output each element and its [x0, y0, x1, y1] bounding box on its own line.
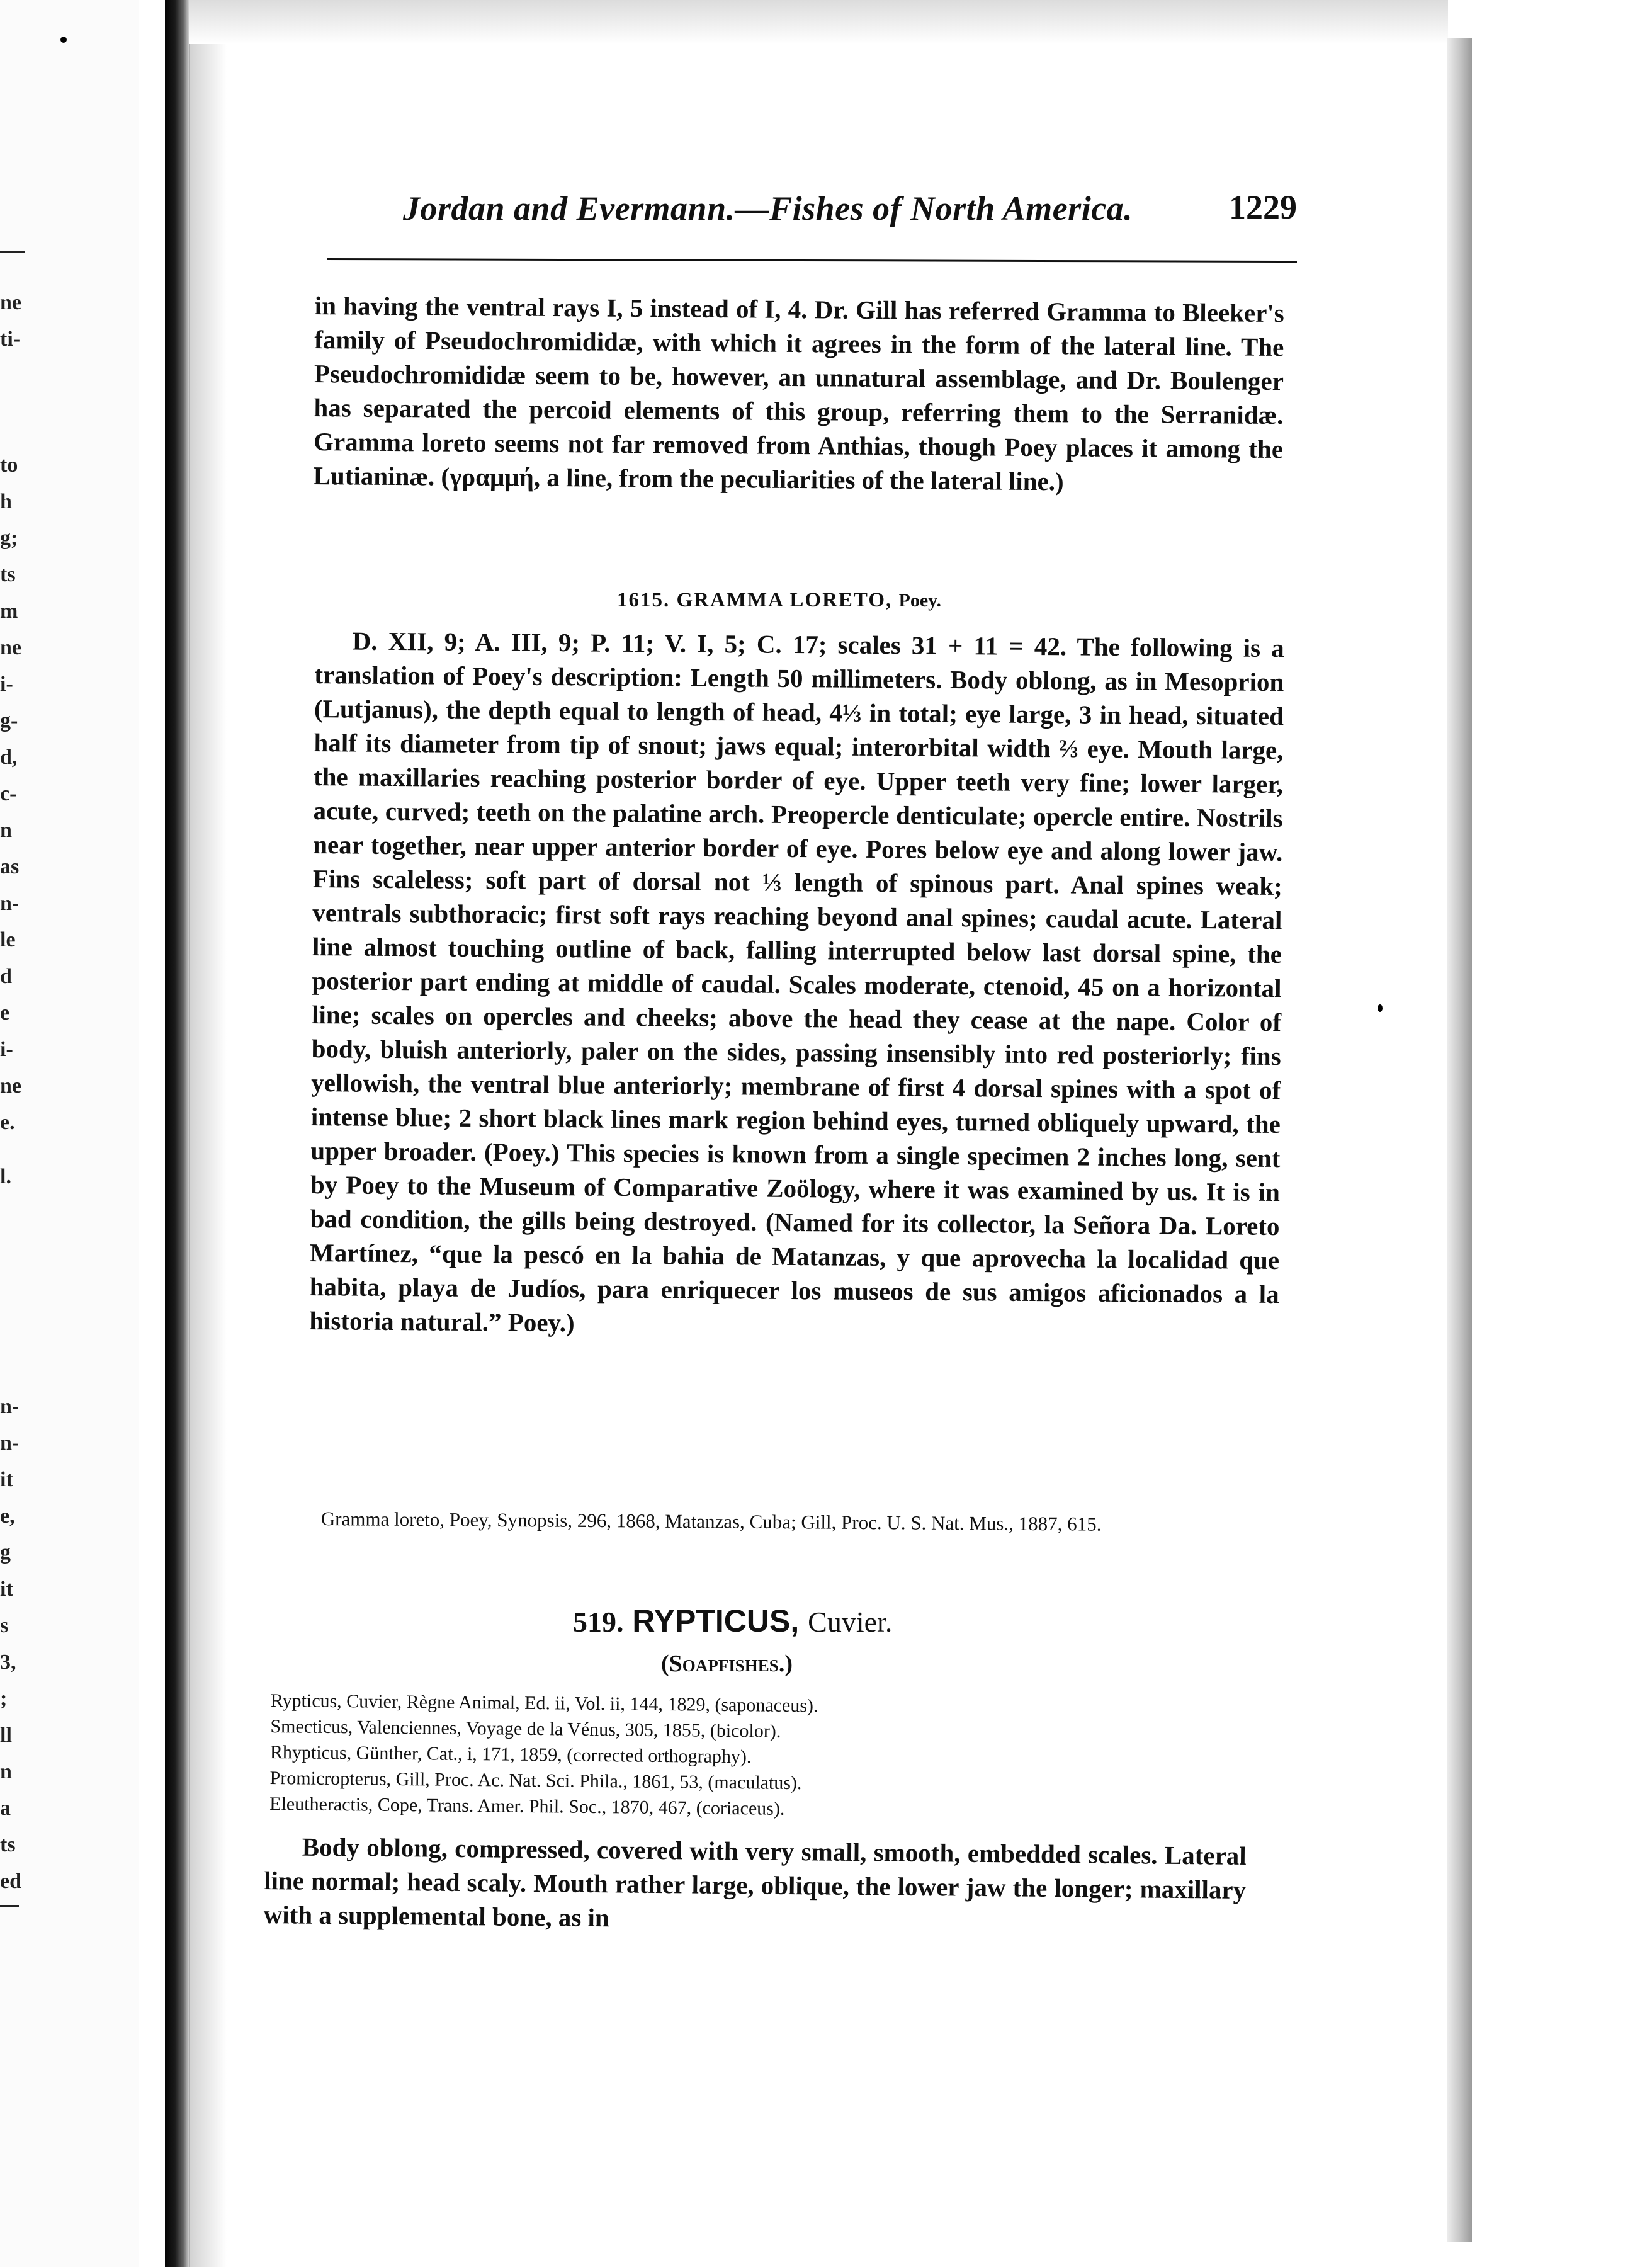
- scan-speck: [1378, 1004, 1383, 1012]
- top-page-shadow: [189, 0, 1448, 44]
- facing-page-fragment: ne: [0, 636, 21, 659]
- right-page-edge: [1447, 38, 1472, 2242]
- facing-page-fragment: h: [0, 490, 12, 513]
- facing-page-fragment: ne: [0, 1074, 21, 1098]
- genus-number: 519.: [573, 1606, 624, 1638]
- facing-page-fragment: i-: [0, 673, 13, 696]
- facing-page-fragment: e: [0, 1001, 10, 1025]
- genus-name: RYPTICUS,: [632, 1603, 800, 1639]
- facing-page-fragment: le: [0, 928, 16, 952]
- facing-page-fragment: c-: [0, 782, 17, 805]
- species-heading-author: Poey.: [898, 590, 941, 611]
- facing-page-fragment: d: [0, 965, 12, 988]
- facing-page-fragment: to: [0, 453, 18, 477]
- facing-page-fragment: ts: [0, 1833, 16, 1856]
- facing-page-fragment: g;: [0, 526, 18, 550]
- synonymy-entry: Rypticus, Cuvier, Règne Animal, Ed. ii, Vol. ii, 144, 1829, (saponaceus).: [270, 1690, 818, 1717]
- synonymy-entry: Eleutheractis, Cope, Trans. Amer. Phil. Soc., 1870, 467, (coriaceus).: [269, 1793, 785, 1819]
- genus-author: Cuvier.: [808, 1606, 893, 1638]
- synonymy-list: [269, 1688, 1265, 1826]
- facing-page-fragment: a: [0, 1797, 11, 1820]
- facing-page-fragment: e,: [0, 1504, 15, 1528]
- synonymy-entry: Promicropterus, Gill, Proc. Ac. Nat. Sci. Phila., 1861, 53, (maculatus).: [269, 1767, 802, 1794]
- species-description: D. XII, 9; A. III, 9; P. 11; V. I, 5; C. 17; scales 31 + 11 = 42. The following is a translation of Poey's description: Length 50 millimeters. Body oblong, as in Mesoprion (Lutjanus), the depth equal to length of head, 4⅓ in total; eye large, 3 in head, situated half its diameter from tip of snout; jaws equal; interorbital width ⅔ eye. Mouth large, the maxillaries reaching posterior border of eye. Upper teeth very fine; lower larger, acute, curved; teeth on the palatine arch. Preopercle denticulate; opercle entire. Nostrils near together, near upper anterior border of eye. Pores below eye and along lower jaw. Fins scaleless; soft part of dorsal not ⅓ length of spinous part. Anal spines weak; ventrals subthoracic; first soft rays reaching beyond anal spines; caudal acute. Lateral line almost touching outline of back, falling interrupted below last dorsal spine, the posterior part ending at middle of caudal. Scales moderate, ctenoid, 45 on a horizontal line; scales on opercles and cheeks; above the head they cease at the nape. Color of body, bluish anteriorly, paler on the sides, passing insensibly into red posteriorly; fins yellowish, the ventral blue anteriorly; membrane of first 4 dorsal spines with a spot of intense blue; 2 short black lines mark region behind eyes, turned obliquely upward, the upper broader. (Poey.) This species is known from a single specimen 2 inches long, sent by Poey to the Museum of Comparative Zoölogy, where it was examined by us. It is in bad condition, the gills being destroyed. (Named for its collector, la Señora Da. Loreto Martínez, “que la pescó en la bahia de Matanzas, y que aprovecha la localidad que habita, playa de Judíos, para enriquecer los museos de sus amigos aficionados a la historia natural.” Poey.): [309, 626, 1284, 1338]
- facing-page-fragment: n-: [0, 1431, 20, 1455]
- facing-page-edge: [0, 0, 139, 2267]
- synonymy-entry: Rhypticus, Günther, Cat., i, 171, 1859, (corrected orthography).: [269, 1741, 752, 1768]
- header-rule: [327, 258, 1297, 263]
- facing-page-rule: [0, 251, 25, 253]
- facing-page-fragment: n-: [0, 1395, 20, 1418]
- facing-page-fragment: m: [0, 599, 18, 623]
- genus-description-block: [264, 1829, 1247, 1931]
- facing-page-fragment: s: [0, 1614, 9, 1637]
- species-heading-name: 1615. GRAMMA LORETO,: [617, 589, 893, 611]
- facing-page-fragment: ne: [0, 291, 21, 314]
- facing-page-fragment: g-: [0, 709, 18, 732]
- facing-page-fragment: n: [0, 1760, 12, 1783]
- facing-page-fragment: l.: [0, 1165, 11, 1188]
- facing-page-fragment: 3,: [0, 1651, 16, 1674]
- running-head-title: Jordan and Evermann.—Fishes of North America.: [403, 190, 1133, 227]
- facing-page-fragment: ;: [0, 1687, 8, 1710]
- binding-shadow: [165, 0, 190, 2267]
- genus-common-name: (Soapfishes.): [661, 1651, 793, 1677]
- facing-page-fragment: n-: [0, 892, 20, 915]
- facing-page-fragment: it: [0, 1468, 13, 1491]
- facing-page-fragment: ed: [0, 1870, 21, 1893]
- facing-page-fragment: e.: [0, 1111, 15, 1134]
- genus-heading: [573, 1603, 892, 1639]
- facing-page-fragment: g: [0, 1541, 11, 1564]
- scan-speck: [60, 37, 67, 43]
- facing-page-fragment: ll: [0, 1724, 12, 1747]
- inner-gutter-shadow: [189, 0, 227, 2267]
- intro-paragraph: in having the ventral rays I, 5 instead of I, 4. Dr. Gill has referred Gramma to Bleeker's family of Pseudochromididæ, with which it agrees in the form of the lateral line. The Pseudochromididæ seem to be, however, an unnatural assemblage, and Dr. Boulenger has separated the percoid elements of this group, referring them to the Serranidæ. Gramma loreto seems not far removed from Anthias, though Poey places it among the Lutianinæ. (γραμμή, a line, from the peculiarities of the lateral line.): [313, 290, 1284, 496]
- facing-page-fragment: it: [0, 1577, 13, 1601]
- intro-paragraph-block: [313, 288, 1284, 496]
- facing-page-fragment: as: [0, 855, 20, 878]
- species-reference-text: Gramma loreto, Poey, Synopsis, 296, 1868, Matanzas, Cuba; Gill, Proc. U. S. Nat. Mus., 1887, 615.: [320, 1508, 1102, 1535]
- page-number: 1229: [1229, 188, 1297, 226]
- facing-page-fragment: d,: [0, 746, 18, 769]
- facing-page-fragment: n: [0, 819, 12, 842]
- species-description-block: [309, 623, 1284, 1338]
- running-head: [403, 183, 1297, 239]
- facing-page-fragment: ts: [0, 563, 16, 586]
- species-heading: [617, 589, 941, 612]
- facing-page-fragment: i-: [0, 1038, 13, 1061]
- facing-page-fragment: ti-: [0, 327, 21, 351]
- genus-description: Body oblong, compressed, covered with very small, smooth, embedded scales. Lateral line normal; head scaly. Mouth rather large, oblique, the lower jaw the longer; maxillary with a supplemental bone, as in: [263, 1832, 1247, 1933]
- facing-page-rule: [0, 1905, 19, 1907]
- right-scan-margin: [1472, 0, 1652, 2267]
- species-reference: [321, 1505, 1253, 1539]
- synonymy-entry: Smecticus, Valenciennes, Voyage de la Vénus, 305, 1855, (bicolor).: [270, 1715, 781, 1742]
